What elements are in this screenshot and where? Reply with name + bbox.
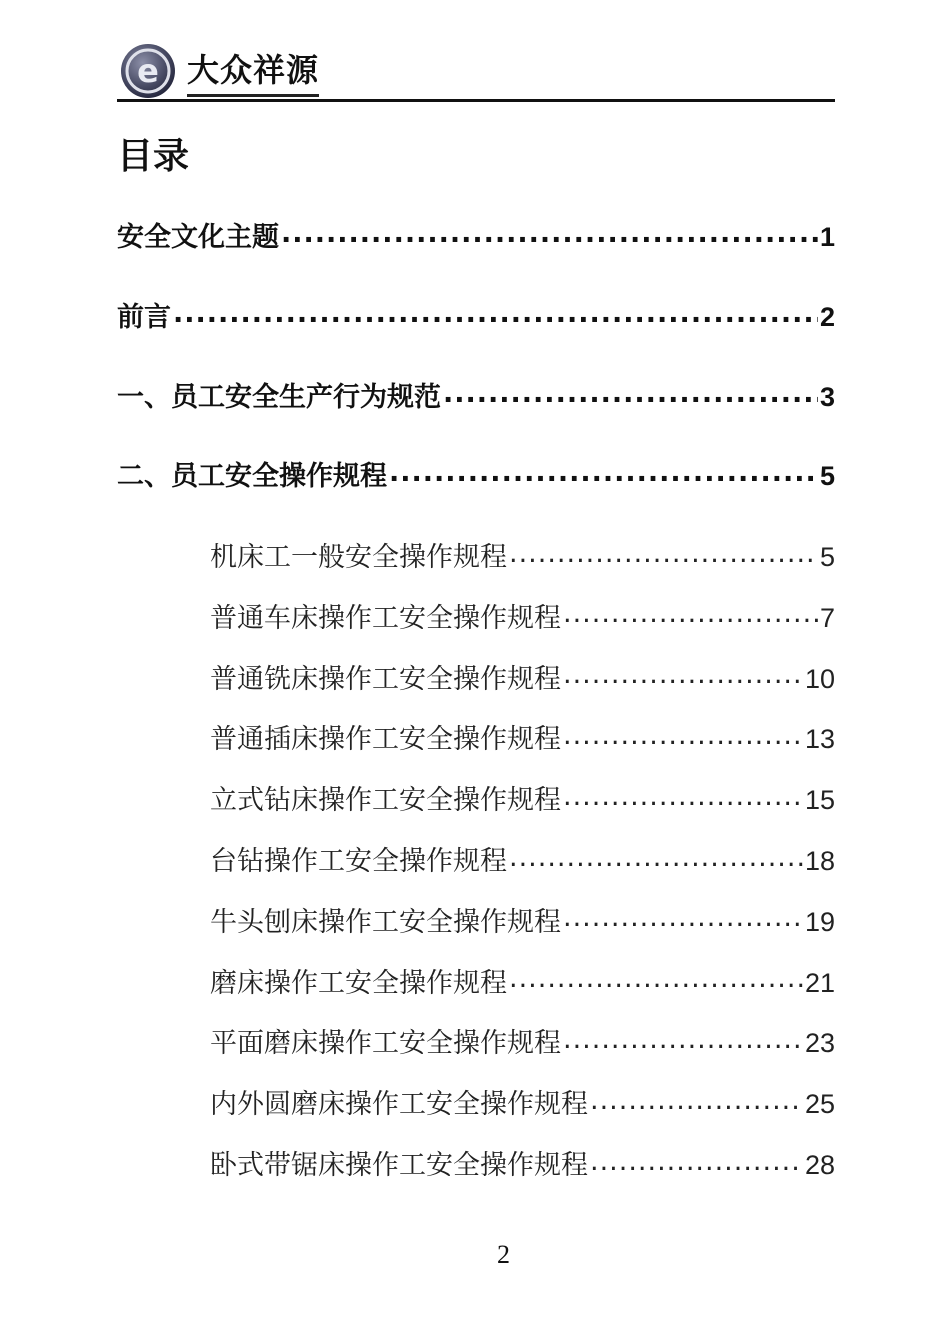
toc-title: 目录 [117, 136, 190, 177]
toc-entry-page: 23 [804, 1028, 835, 1059]
toc-entry[interactable] [117, 215, 835, 259]
toc-entry-label: 机床工一般安全操作规程 [210, 542, 507, 573]
toc-entry[interactable] [210, 961, 835, 1005]
toc-entry-label: 台钻操作工安全操作规程 [210, 846, 507, 877]
toc-entry-label: 平面磨床操作工安全操作规程 [210, 1028, 561, 1060]
toc-dot-leader [563, 600, 818, 627]
toc-dot-leader [563, 721, 803, 748]
toc-entry[interactable] [210, 778, 835, 822]
toc-entry[interactable] [210, 1021, 835, 1065]
toc-entry-page: 21 [804, 967, 835, 998]
company-logo-icon [119, 42, 177, 100]
toc-entry[interactable] [117, 295, 835, 339]
toc-dot-leader [563, 1025, 803, 1052]
toc-dot-leader [590, 1147, 803, 1174]
toc-entry-page: 3 [819, 382, 835, 412]
brand-name: 大众祥源 [187, 48, 319, 97]
page-number: 2 [497, 1240, 510, 1269]
logo-letter: e [137, 52, 159, 90]
toc-entry[interactable] [117, 375, 835, 419]
toc-entry-label: 安全文化主题 [117, 222, 279, 253]
toc-dot-leader [509, 539, 818, 566]
toc-dot-leader [389, 458, 818, 485]
toc-entry-page: 1 [819, 222, 835, 252]
toc-entry[interactable] [210, 900, 835, 944]
toc-entry[interactable] [210, 596, 835, 640]
toc-entry[interactable] [210, 717, 835, 761]
toc-entry[interactable] [210, 1082, 835, 1126]
toc-dot-leader [281, 219, 818, 246]
toc-entry-label: 一、员工安全生产行为规范 [117, 382, 441, 413]
toc-entry-page: 25 [804, 1089, 835, 1120]
toc-entry[interactable] [210, 657, 835, 701]
toc-entry[interactable] [210, 1143, 835, 1187]
toc-entry-page: 18 [804, 846, 835, 876]
toc-entry-page: 7 [819, 602, 835, 633]
toc-entry-label: 牛头刨床操作工安全操作规程 [210, 906, 561, 938]
toc-entry-page: 5 [819, 542, 835, 572]
document-header [117, 40, 835, 104]
toc-entry-label: 普通插床操作工安全操作规程 [210, 724, 561, 756]
toc-entry-page: 10 [804, 663, 835, 694]
toc-entry-page: 2 [819, 302, 835, 332]
toc-entry[interactable] [117, 454, 835, 498]
toc-entry-label: 磨床操作工安全操作规程 [210, 967, 507, 999]
header-divider [117, 99, 835, 102]
toc-entry-page: 5 [819, 461, 835, 491]
toc-entry-label: 立式钻床操作工安全操作规程 [210, 785, 561, 817]
toc-entry-label: 普通铣床操作工安全操作规程 [210, 663, 561, 695]
toc-dot-leader [509, 843, 803, 870]
toc-entry-label: 普通车床操作工安全操作规程 [210, 602, 561, 634]
toc-entry[interactable] [210, 535, 835, 579]
toc-entry-label: 卧式带锯床操作工安全操作规程 [210, 1150, 588, 1181]
toc-entry-label: 内外圆磨床操作工安全操作规程 [210, 1089, 588, 1121]
toc-dot-leader [443, 379, 818, 406]
toc-dot-leader [563, 661, 803, 688]
toc-entry-page: 13 [804, 724, 835, 755]
toc-entry-page: 15 [804, 785, 835, 816]
toc-entry-label: 前言 [117, 302, 171, 333]
toc-dot-leader [173, 299, 818, 326]
toc-entry[interactable] [210, 839, 835, 883]
toc-dot-leader [563, 904, 803, 931]
toc-entry-page: 19 [804, 906, 835, 937]
toc-entry-label: 二、员工安全操作规程 [117, 461, 387, 492]
toc-entry-page: 28 [804, 1150, 835, 1180]
toc-dot-leader [509, 965, 803, 992]
toc-dot-leader [590, 1086, 803, 1113]
toc-dot-leader [563, 782, 803, 809]
